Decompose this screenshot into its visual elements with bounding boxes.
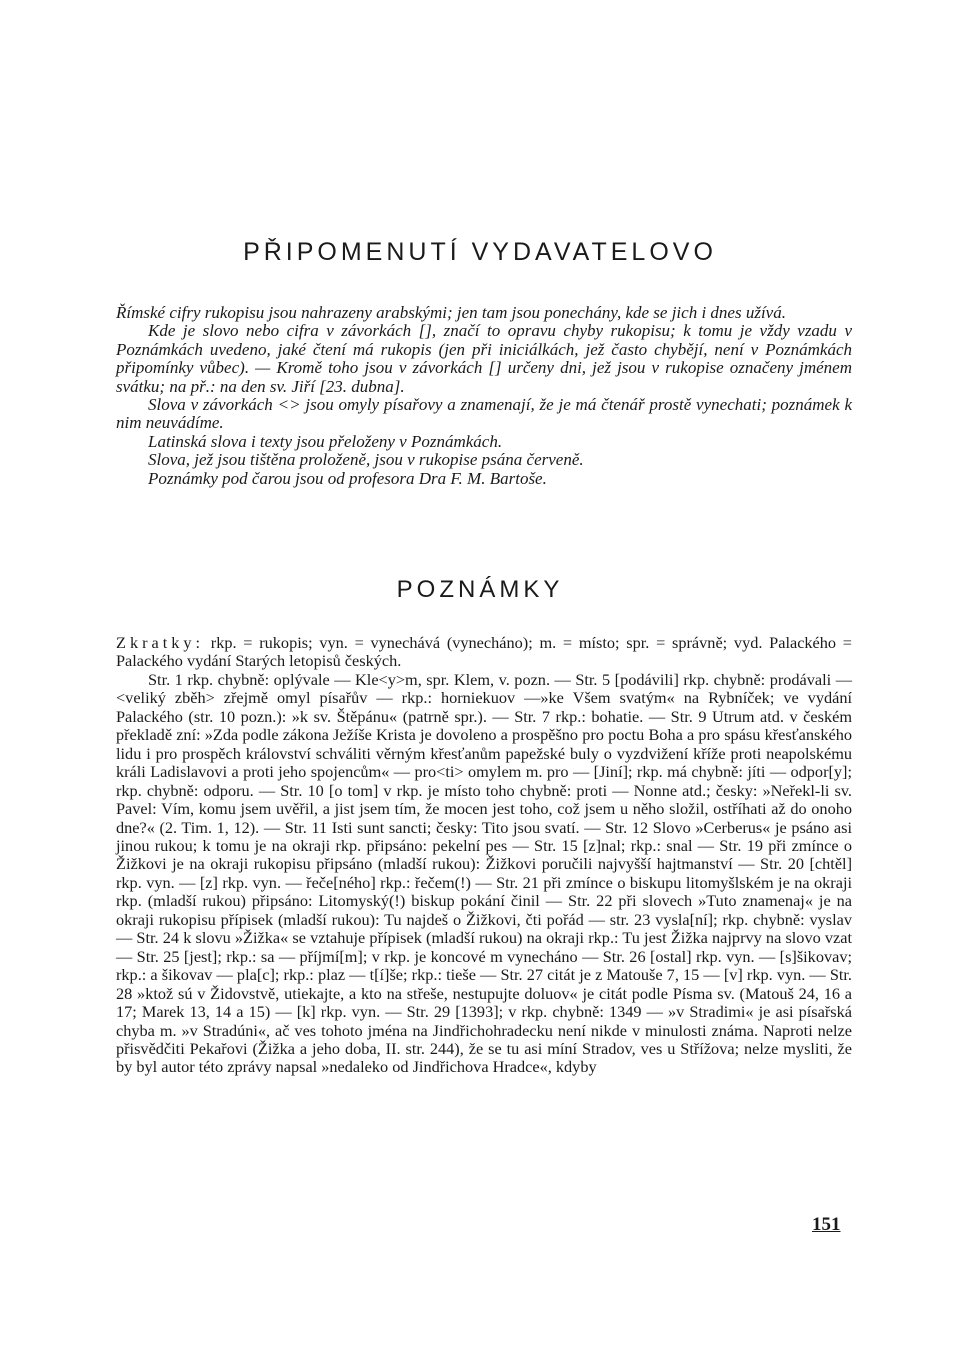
intro-paragraph: Latinská slova i texty jsou přeloženy v Poznámkách. <box>148 431 503 451</box>
notes-section <box>116 634 852 1077</box>
abbreviations <box>116 634 852 671</box>
intro-paragraph: Slova, jež jsou tištěna proloženě, jsou v rukopise psána červeně. <box>148 450 584 470</box>
notes-heading: POZNÁMKY <box>396 576 564 603</box>
page-heading: PŘIPOMENUTÍ VYDAVATELOVO <box>243 238 717 266</box>
page-number: 151 <box>812 1214 841 1235</box>
intro-paragraph: Římské cifry rukopisu jsou nahrazeny arabskými; jen tam jsou ponechány, kde se jich i dnes užívá. <box>116 303 786 322</box>
abbreviations-label: Zkratky: <box>116 633 205 652</box>
intro-paragraph: Poznámky pod čarou jsou od profesora Dra F. M. Bartoše. <box>148 468 547 488</box>
notes-body: Str. 1 rkp. chybně: oplývale — Kle<y>m, spr. Klem, v. pozn. — Str. 5 [podávili] rkp. chybně: prodávali — <veliký zběh> zřejmě omyl písařův — rkp.: horniekuov —»ke Všem svatým« na Rybníček; ve vydání Palackého (str. 10 pozn.): »k sv. Štěpánu« (patrně spr.). — Str. 7 rkp.: bohatie. — Str. 9 Utrum atd. v českém překladě zní: »Zda podle zákona Ježíše Krista je dovoleno a prospěšno pro poctu Boha a pro spásu křesťanského lidu i pro prospěch království schváliti věrným křesťanům papežské buly o vyzdvižení kříže proti neapolskému králi Ladislavovi a proti jeho spojencům« — pro<ti> omylem m. pro — [Jiní]; rkp. má chybně: jíti — odpor[y]; rkp. chybně: odporu. — Str. 10 [o tom] v rkp. je místo toho chybně: proti — Nonne atd.; česky: »Neřekl-li sv. Pavel: Vím, komu jsem uvěřil, a jist jsem tím, že mocen jest toho, což jsem u něho složil, ostříhati až do onoho dne?« (2. Tim. 1, 12). — Str. 11 Isti sunt sancti; česky: Tito jsou svatí. — Str. 12 Slovo »Cerberus« je psáno asi jinou rukou; k tomu je na okraji rkp. připsáno: pekelní pes — Str. 15 [z]nal; rkp.: snal — Str. 19 při zmínce o Žižkovi je na okraji rukopisu připsáno (mladší rukou): Žižkovi poručili najvyšší hajtmanství — Str. 20 [chtěl] rkp. vyn. — [z] rkp. vyn. — řeče[ného] rkp.: řečem(!) — Str. 21 při zmínce o biskupu litomyšlském je na okraji rkp. (mladší rukou) připsáno: Litomyský(!) biskup pokání činil — Str. 22 při slovech »Tuto znamenaj« je na okraji rukopisu přípisek (mladší rukou): Tu najdeš o Žižkovi, čti pořád — str. 23 vysla[ní]; rkp. chybně: vyslav — Str. 24 k slovu »Žižka« se vztahuje přípisek (mladší rukou) na okraji rkp.: Tu jest Žižka najprvy na slovo vzat — Str. 25 [jest]; rkp.: sa — příjmí[m]; v rkp. je koncové m vynecháno — Str. 26 [ostal] rkp. vyn. — [s]šikovav; rkp.: a šikovav — pla[c]; rkp.: plaz — t[í]še; rkp.: tieše — Str. 27 citát je z Matouše 7, 15 — [v] rkp. vyn. — Str. 28 »ktož sú v Židovstvě, utiekajte, a kto na střeše, nestupujte doluov« je citát podle Písma sv. (Matouš 24, 16 a 17; Marek 13, 14 a 15) — [k] rkp. vyn. — Str. 29 [1393]; v rkp. chybně: 1349 — »v Stradimi« je asi písařská chyba m. »v Stradúni«, ač ves tohoto jména na Jindřichohradecku není nikde v minulosti známa. Naproti nelze přisvědčiti Pekařovi (Žižka a jeho doba, II. str. 244), že se tu asi míní Stradov, ves u Střížova; nelze mysliti, že by byl autor této zprávy napsal »nedaleko od Jindřichova Hradce«, kdyby <box>116 669 852 1077</box>
editor-note <box>116 304 852 488</box>
intro-paragraph: Kde je slovo nebo cifra v závorkách [], značí to opravu chyby rukopisu; k tomu je vždy vzadu v Poznámkách uvedeno, jaké čtení má rukopis (jen při iniciálkách, jež často chybějí, není v Poznámkách připomínky vůbec). — Kromě toho jsou v závorkách [] určeny dni, jež jsou v rukopise označeny jménem svátku; na př.: na den sv. Jiří [23. dubna]. <box>116 321 852 396</box>
intro-paragraph: Slova v závorkách <> jsou omyly písařovy a znamenají, že je má čtenář prostě vynechati; poznámek k nim neuvádíme. <box>116 395 852 433</box>
abbreviations-text: rkp. = rukopis; vyn. = vynechává (vynecháno); m. = místo; spr. = správně; vyd. Palackého = Palackého vydání Starých letopisů českých. <box>116 633 852 671</box>
